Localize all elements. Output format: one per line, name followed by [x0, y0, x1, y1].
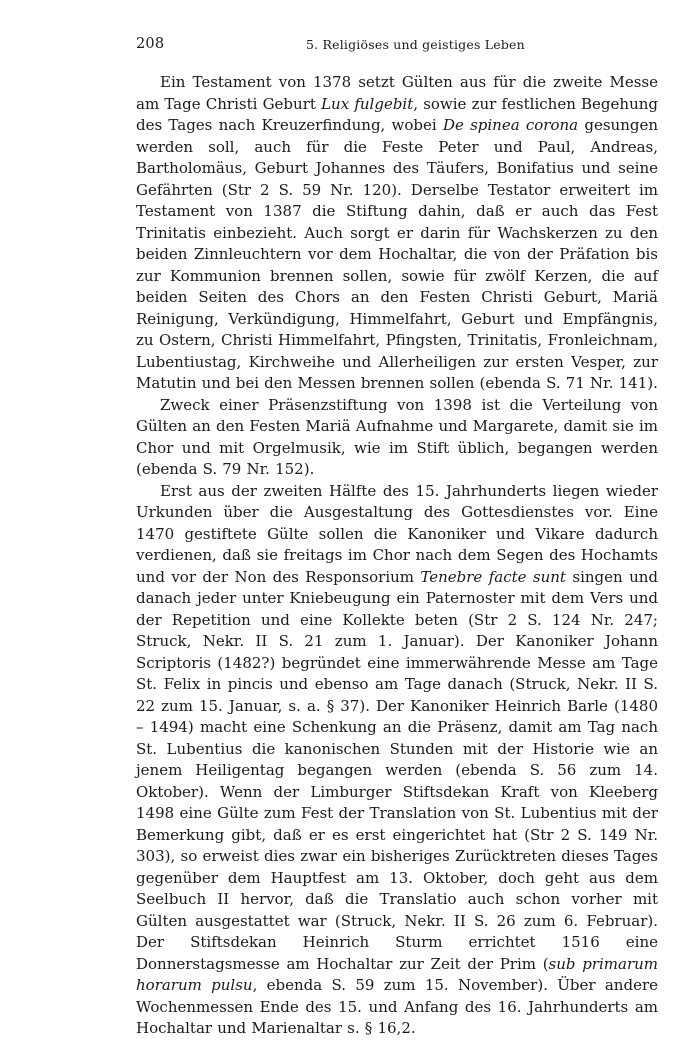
paragraph [136, 72, 658, 395]
page-number: 208 [136, 36, 165, 52]
italic-latin-phrase: Tenebre facte sunt [420, 567, 566, 586]
text-run: , sowie zur festlichen Begehung des Tages nach Kreuzerfindung, wobei [136, 94, 658, 134]
text-run: Zweck einer Präsenzstiftung von 1398 ist die Verteilung von Gülten an den Festen Mariä Aufnahme und Margarete, damit sie im Chor und mit Orgelmusik, wie im Stift üblich, begangen werden (ebenda S. 79 Nr. 152). [136, 395, 658, 478]
italic-latin-phrase: Lux fulgebit [321, 94, 414, 113]
paragraph [136, 481, 658, 1040]
text-run: Erst aus der zweiten Hälfte des 15. Jahrhunderts liegen wieder Urkunden über die Ausgestaltung des Gottesdienstes vor. Eine 1470 gestiftete Gülte sollen die Kanoniker und Vikare dadurch verdienen, daß sie freitags im Chor nach dem Segen des Hochamts und vor der Non des Responsorium [136, 481, 658, 586]
text-run: singen und danach jeder unter Kniebeugung ein Paternoster mit dem Vers und der Repetition und eine Kollekte beten (Str 2 S. 124 Nr. 247; Struck, Nekr. II S. 21 zum 1. Januar). Der Kanoniker Johann Scriptoris (1482?) begründet eine immerwährende Messe am Tage St. Felix in pincis und ebenso am Tage danach (Struck, Nekr. II S. 22 zum 15. Januar, s. a. § 37). Der Kanoniker Heinrich Barle (1480 – 1494) macht eine Schenkung an die Präsenz, damit am Tag nach St. Lubentius die kanonischen Stunden mit der Historie wie an jenem Heiligentag begangen werden (ebenda S. 56 zum 14. Oktober). Wenn der Limburger Stiftsdekan Kraft von Kleeberg 1498 eine Gülte zum Fest der Translation von St. Lubentius mit der Bemerkung gibt, daß er es erst eingerichtet hat (Str 2 S. 149 Nr. 303), so erweist dies zwar ein bisheriges Zurücktreten dieses Tages gegenüber dem Hauptfest am 13. Oktober, doch geht aus dem Seelbuch II hervor, daß die Translatio auch schon vorher mit Gülten ausgestattet war (Struck, Nekr. II S. 26 zum 6. Februar). Der Stiftsdekan Heinrich Sturm errichtet 1516 eine Donnerstagsmesse am Hochaltar zur Zeit der Prim ( [136, 567, 658, 973]
text-run: gesungen werden soll, auch für die Feste Peter und Paul, Andreas, Bartholomäus, Geburt Johannes des Täufers, Bonifatius und seine Gefährten (Str 2 S. 59 Nr. 120). Derselbe Testator erweitert im Testament von 1387 die Stiftung dahin, daß er auch das Fest Trinitatis einbezieht. Auch sorgt er darin für Wachskerzen zu den beiden Zinnleuchtern vor dem Hochaltar, die von der Präfation bis zur Kommunion brennen sollen, sowie für zwölf Kerzen, die auf beiden Seiten des Chors an den Festen Christi Geburt, Mariä Reinigung, Verkündigung, Himmelfahrt, Geburt und Empfängnis, zu Ostern, Christi Himmelfahrt, Pfingsten, Trinitatis, Fronleichnam, Lubentiustag, Kirchweihe und Allerheiligen zur ersten Vesper, zur Matutin und bei den Messen brennen sollen (ebenda S. 71 Nr. 141). [136, 116, 658, 392]
text-run: , ebenda S. 59 zum 15. November). Über andere Wochenmessen Ende des 15. und Anfang des 16. Jahrhunderts am Hochaltar und Marienaltar s. § 16,2. [136, 976, 658, 1037]
running-head [136, 36, 658, 58]
chapter-title: 5. Religiöses und geistiges Leben [306, 37, 525, 52]
italic-latin-phrase: De spinea corona [442, 116, 579, 134]
italic-latin-phrase: sub primarum horarum pulsu [136, 954, 658, 994]
text-run: Ein Testament von 1378 setzt Gülten aus für die zweite Messe am Tage Christi Geburt [136, 73, 658, 113]
body-text [136, 72, 658, 1040]
paragraph [136, 395, 658, 481]
